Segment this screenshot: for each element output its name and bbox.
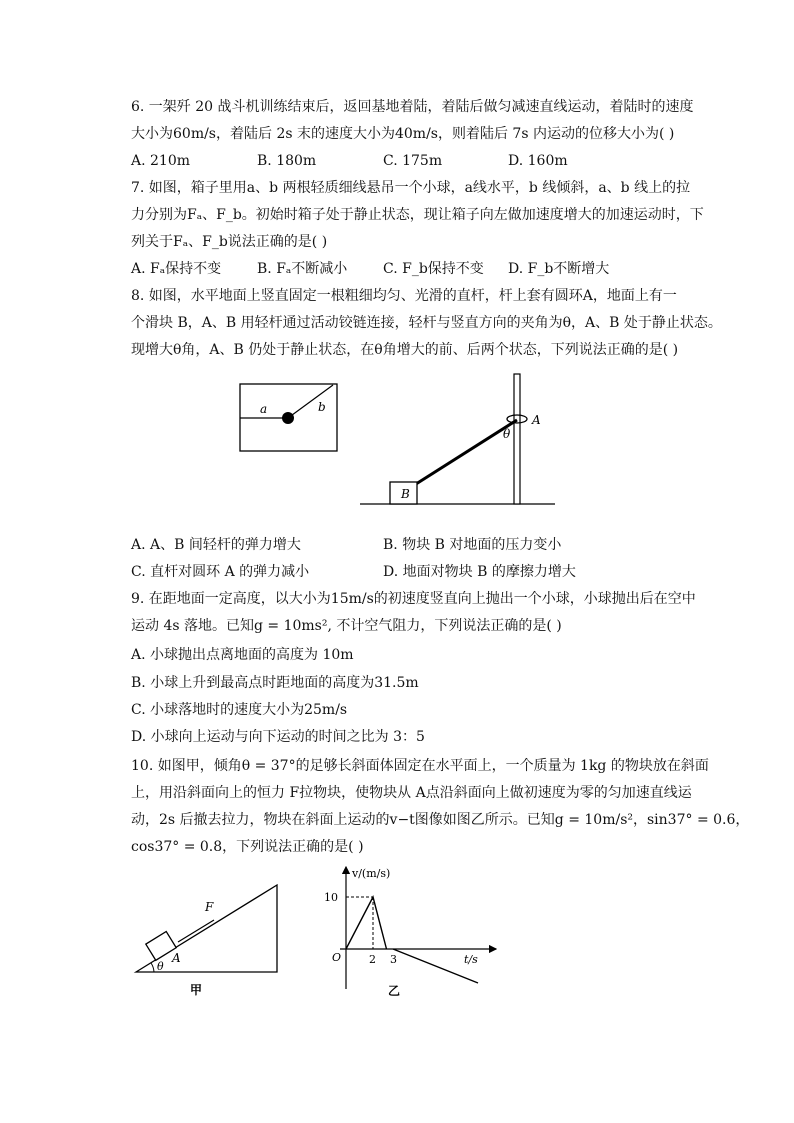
q7-line-2: 力分别为Fₐ、F_b。初始时箱子处于静止状态，现让箱子向左做加速度增大的加速运动时，下 <box>131 207 704 223</box>
force-f-line <box>178 920 214 942</box>
q8-option-b: B. 物块 B 对地面的压力变小 <box>383 537 562 553</box>
string-b <box>288 385 333 418</box>
label-a: a <box>260 402 268 416</box>
label-B: B <box>401 487 410 501</box>
vertical-rod <box>514 374 520 504</box>
caption-jia: 甲 <box>190 983 203 997</box>
label-theta: θ <box>503 427 511 441</box>
q9-option-c: C. 小球落地时的速度大小为25m/s <box>131 702 348 718</box>
vt-series-line <box>346 897 387 949</box>
q6-option-a: A. 210m <box>131 153 191 169</box>
t-tick-3: 3 <box>390 953 397 966</box>
q8-option-c: C. 直杆对圆环 A 的弹力减小 <box>131 564 310 580</box>
vt-graph <box>318 863 504 1003</box>
ball <box>282 412 294 424</box>
q6-option-b: B. 180m <box>257 153 317 169</box>
q8-line-1: 8. 如图，水平地面上竖直固定一根粗细均匀、光滑的直杆，杆上套有圆环A，地面上有一 <box>131 288 677 304</box>
q10-line-4: cos37° = 0.8，下列说法正确的是( ) <box>131 839 364 855</box>
q9-line-1: 9. 在距地面一定高度，以大小为15m/s的初速度竖直向上抛出一个小球，小球抛出后在空中 <box>131 591 696 607</box>
label-incline-A: A <box>172 951 181 965</box>
light-rod <box>416 420 517 484</box>
label-F: F <box>205 900 214 914</box>
q6-option-c: C. 175m <box>383 153 443 169</box>
v-axis-label: v/(m/s) <box>352 867 391 880</box>
q8-option-a: A. A、B 间轻杆的弹力增大 <box>131 537 301 553</box>
q8-line-2: 个滑块 B，A、B 用轻杆通过活动铰链连接，轻杆与竖直方向的夹角为θ，A、B 处于静止状态。 <box>131 315 722 331</box>
q10-line-3: 动，2s 后撤去拉力，物块在斜面上运动的v−t图像如图乙所示。已知g = 10m/s²，sin37° = 0.6， <box>131 812 750 828</box>
q7-option-a: A. Fₐ保持不变 <box>131 261 222 277</box>
q7-line-1: 7. 如图，箱子里用a、b 两根轻质细线悬吊一个小球，a线水平，b 线倾斜，a、b 线上的拉 <box>131 180 691 196</box>
label-A: A <box>532 413 541 427</box>
rod-block-figure <box>360 368 560 510</box>
t-tick-2: 2 <box>369 953 376 966</box>
box-ball-figure <box>238 381 340 455</box>
q10-line-1: 10. 如图甲，倾角θ = 37°的足够长斜面体固定在水平面上，一个质量为 1kg 的物块放在斜面 <box>131 758 709 774</box>
q7-option-d: D. F_b不断增大 <box>508 261 610 277</box>
q6-line-2: 大小为60m/s，着陆后 2s 末的速度大小为40m/s，则着陆后 7s 内运动的位移大小为( ) <box>131 126 675 142</box>
q7-option-b: B. Fₐ不断减小 <box>257 261 348 277</box>
t-axis-label: t/s <box>464 953 478 966</box>
q9-option-a: A. 小球抛出点离地面的高度为 10m <box>131 647 354 663</box>
label-b: b <box>318 400 326 414</box>
q7-option-c: C. F_b保持不变 <box>383 261 484 277</box>
q9-option-d: D. 小球向上运动与向下运动的时间之比为 3：5 <box>131 729 425 745</box>
q7-line-3: 列关于Fₐ、F_b说法正确的是( ) <box>131 234 328 250</box>
v-tick-10: 10 <box>324 891 338 904</box>
angle-arc <box>151 963 154 972</box>
label-incline-theta: θ <box>157 960 164 973</box>
q9-option-b: B. 小球上升到最高点时距地面的高度为31.5m <box>131 675 419 691</box>
q9-line-2: 运动 4s 落地。已知g = 10ms², 不计空气阻力，下列说法正确的是( ) <box>131 618 562 634</box>
q8-option-d: D. 地面对物块 B 的摩擦力增大 <box>383 564 576 580</box>
q10-line-2: 上，用沿斜面向上的恒力 F拉物块，使物块从 A点沿斜面向上做初速度为零的匀加速直线运 <box>131 785 692 801</box>
origin-label: O <box>332 951 342 964</box>
q8-line-3: 现增大θ角，A、B 仍处于静止状态，在θ角增大的前、后两个状态，下列说法正确的是( ) <box>131 342 679 358</box>
q6-line-1: 6. 一架歼 20 战斗机训练结束后，返回基地着陆，着陆后做匀减速直线运动，着陆时的速度 <box>131 99 694 115</box>
caption-yi: 乙 <box>388 984 401 998</box>
q6-option-d: D. 160m <box>508 153 568 169</box>
incline-figure <box>130 876 290 1000</box>
